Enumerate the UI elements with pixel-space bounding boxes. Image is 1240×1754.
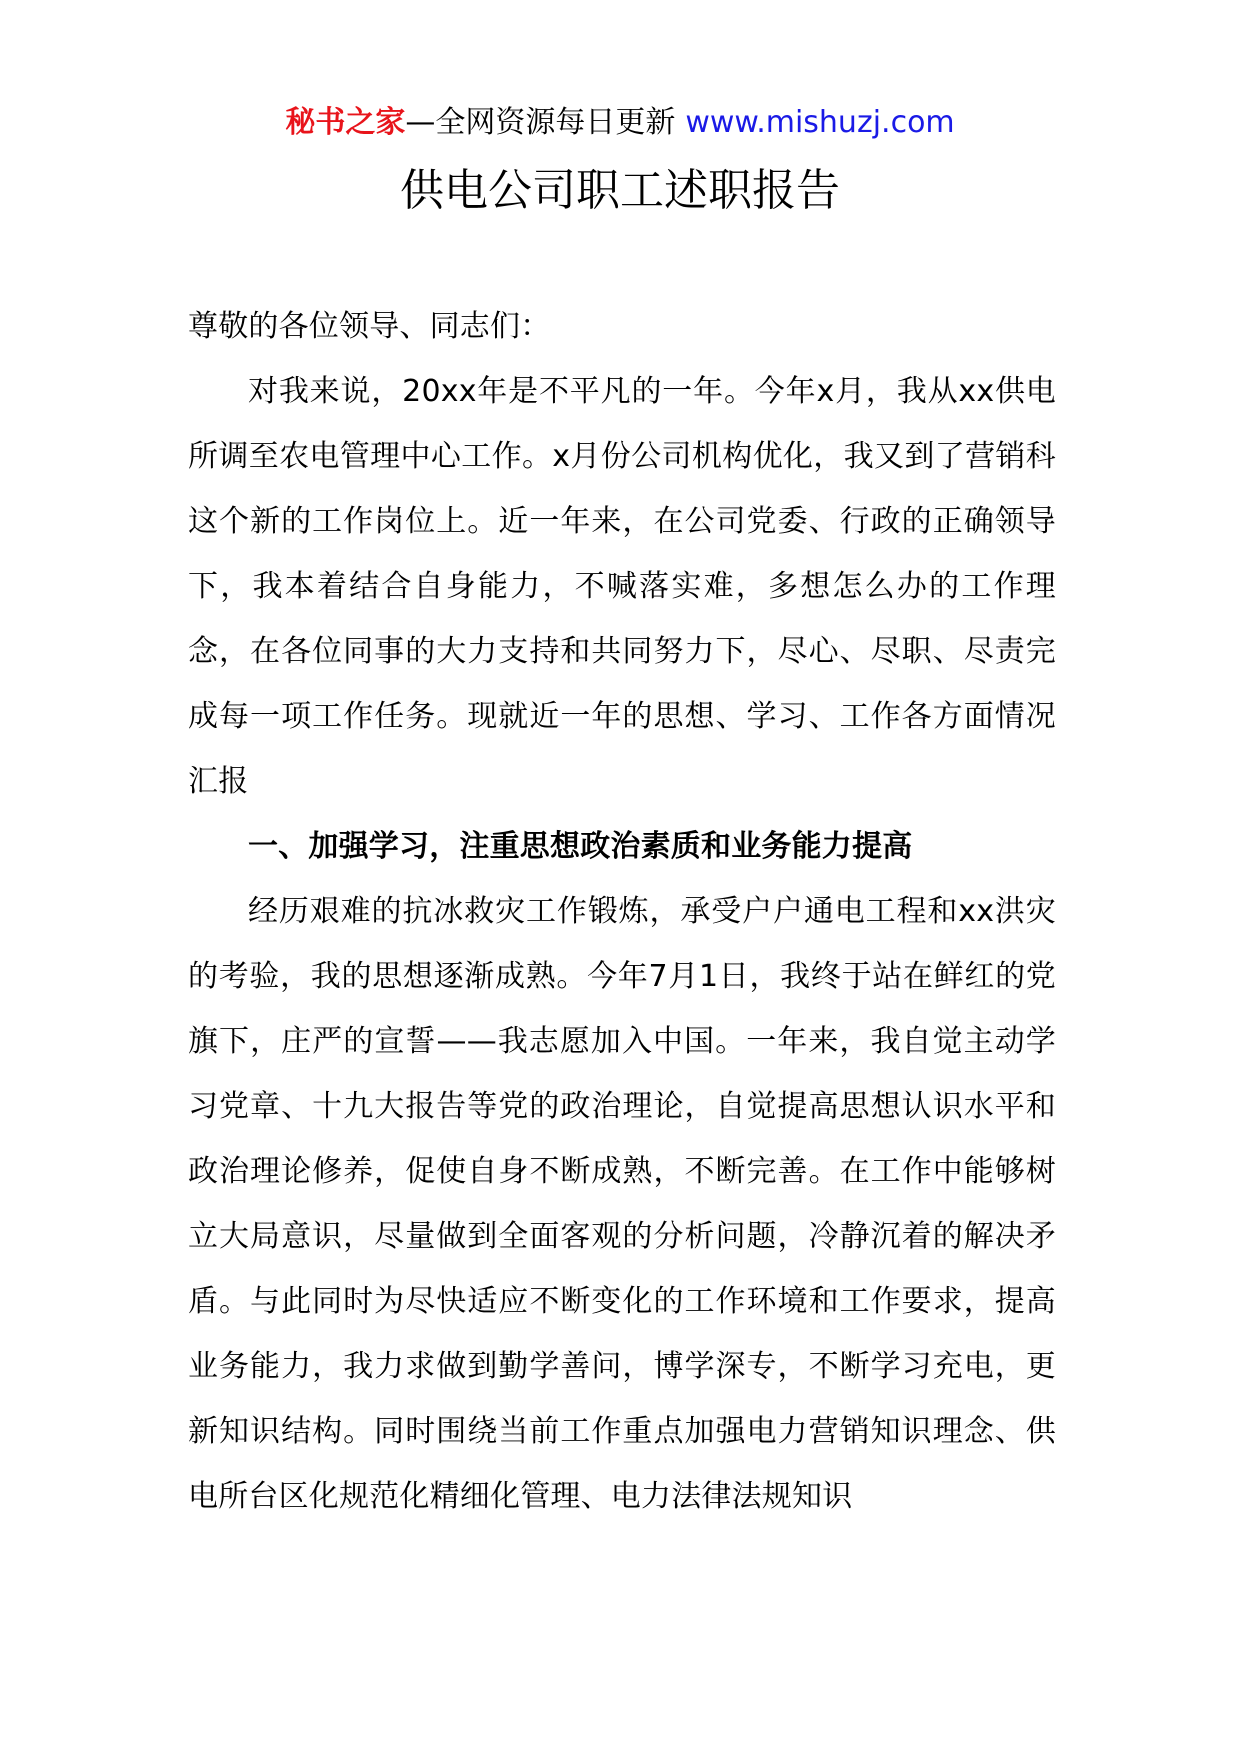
brand-name: 秘书之家 [285, 105, 406, 140]
document-title: 供电公司职工述职报告 [400, 165, 840, 216]
section-heading: 一、加强学习，注重思想政治素质和业务能力提高 [248, 829, 913, 864]
section-paragraph: 经历艰难的抗冰救灾工作锻炼，承受户户通电工程和xx洪灾的考验，我的思想逐渐成熟。今年7月1日，我终于站在鲜红的党旗下，庄严的宣誓——我志愿加入中国。一年来，我自觉主动学习党章、十九大报告等党的政治理论，自觉提高思想认识水平和政治理论修养，促使自身不断成熟，不断完善。在工作中能够树立大局意识，尽量做到全面客观的分析问题，冷静沉着的解决矛盾。与此同时为尽快适应不断变化的工作环境和工作要求，提高业务能力，我力求做到勤学善问，博学深专，不断学习充电，更新知识结构。同时围绕当前工作重点加强电力营销知识理念、供电所台区化规范化精细化管理、电力法律法规知识 [188, 894, 1056, 1514]
document-body [188, 294, 1056, 1529]
site-header [0, 100, 1240, 146]
site-url-link[interactable]: www.mishuzj.com [685, 105, 955, 140]
intro-paragraph: 对我来说，20xx年是不平凡的一年。今年x月，我从xx供电所调至农电管理中心工作。x月份公司机构优化，我又到了营销科这个新的工作岗位上。近一年来，在公司党委、行政的正确领导下，我本着结合自身能力，不喊落实难，多想怎么办的工作理念，在各位同事的大力支持和共同努力下，尽心、尽职、尽责完成每一项工作任务。现就近一年的思想、学习、工作各方面情况汇报 [188, 374, 1056, 799]
header-tagline: —全网资源每日更新 [405, 105, 676, 140]
salutation: 尊敬的各位领导、同志们： [188, 309, 551, 344]
